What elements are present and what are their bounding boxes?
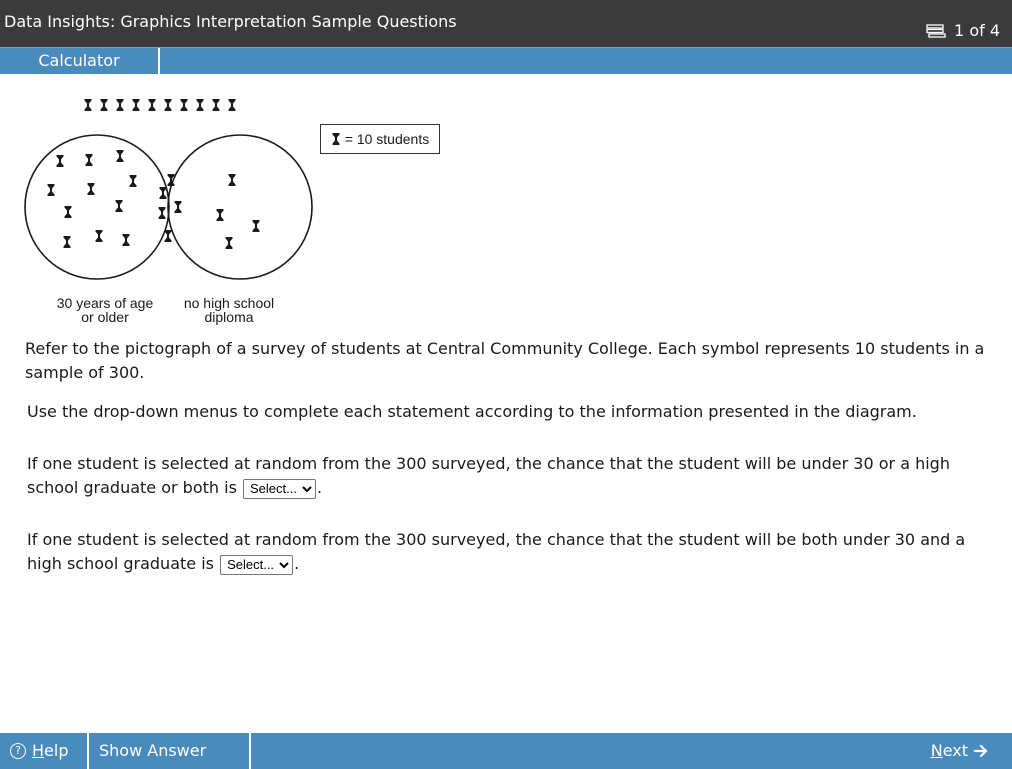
legend-text: = 10 students — [344, 131, 430, 147]
toolbar — [0, 47, 1012, 74]
circle-30-or-older — [25, 135, 169, 279]
student-symbol — [197, 99, 204, 111]
right-circle-label-line2: diploma — [204, 309, 254, 325]
stack-icon — [926, 24, 946, 38]
next-label: Next — [930, 741, 968, 760]
show-answer-button[interactable] — [89, 733, 251, 769]
question-2-period: . — [294, 554, 300, 573]
student-symbol — [86, 154, 93, 166]
student-symbol — [217, 209, 224, 221]
student-symbol — [116, 200, 123, 212]
student-symbol — [160, 187, 167, 199]
title-bar — [0, 0, 1012, 47]
show-answer-label: Show Answer — [99, 741, 207, 760]
circle-no-diploma — [168, 135, 312, 279]
next-button[interactable] — [931, 733, 988, 769]
student-symbol — [117, 150, 124, 162]
intersection-symbols — [159, 174, 182, 242]
student-symbol — [85, 99, 92, 111]
student-symbol — [175, 201, 182, 213]
student-symbol — [123, 234, 130, 246]
question-1-text: If one student is selected at random from the 300 surveyed, the chance that the student will be under 30 or a high school graduate or both is — [27, 454, 950, 497]
question-counter-text: 1 of 4 — [954, 21, 1000, 40]
student-symbol — [165, 230, 172, 242]
question-counter — [926, 21, 1000, 40]
student-symbol — [253, 220, 260, 232]
right-circle-label — [170, 296, 288, 324]
venn-pictograph — [16, 90, 316, 290]
student-symbol — [96, 230, 103, 242]
student-symbol — [65, 206, 72, 218]
student-symbol-icon — [331, 132, 341, 146]
student-symbol — [48, 184, 55, 196]
pictograph-legend — [320, 124, 440, 154]
question-2 — [27, 528, 977, 576]
student-symbol — [130, 175, 137, 187]
student-symbol — [229, 174, 236, 186]
student-symbol — [159, 207, 166, 219]
page-title: Data Insights: Graphics Interpretation Sample Questions — [4, 12, 457, 31]
question-1 — [27, 452, 977, 500]
student-symbol — [213, 99, 220, 111]
question-1-period: . — [317, 478, 323, 497]
question-2-text: If one student is selected at random from the 300 surveyed, the chance that the student will be both under 30 and a high school graduate is — [27, 530, 966, 573]
outside-symbols — [85, 99, 236, 111]
student-symbol — [226, 237, 233, 249]
question-2-dropdown[interactable] — [220, 555, 293, 575]
student-symbol — [101, 99, 108, 111]
question-mark-icon: ? — [10, 743, 26, 759]
left-circle-label-line1: 30 years of age — [56, 295, 154, 311]
right-circle-label-line1: no high school — [183, 295, 275, 311]
intro-text: Refer to the pictograph of a survey of students at Central Community College. Each symbol represents 10 students in a sample of 300. — [25, 339, 985, 382]
left-circle-label — [40, 296, 170, 324]
student-symbol — [229, 99, 236, 111]
arrow-right-icon — [974, 744, 988, 758]
student-symbol — [88, 183, 95, 195]
instructions-text: Use the drop-down menus to complete each statement according to the information presented in the diagram. — [27, 402, 917, 421]
student-symbol — [64, 236, 71, 248]
student-symbol — [133, 99, 140, 111]
student-symbol — [181, 99, 188, 111]
right-only-symbols — [217, 174, 260, 249]
question-1-dropdown[interactable] — [243, 479, 316, 499]
left-only-symbols — [48, 150, 137, 248]
left-circle-label-line2: or older — [81, 309, 129, 325]
student-symbol — [57, 155, 64, 167]
student-symbol — [117, 99, 124, 111]
help-button[interactable] — [0, 733, 89, 769]
student-symbol — [149, 99, 156, 111]
student-symbol — [165, 99, 172, 111]
help-label: Help — [32, 741, 69, 760]
calculator-button[interactable]: Calculator — [0, 48, 160, 74]
footer-bar — [0, 733, 1012, 769]
